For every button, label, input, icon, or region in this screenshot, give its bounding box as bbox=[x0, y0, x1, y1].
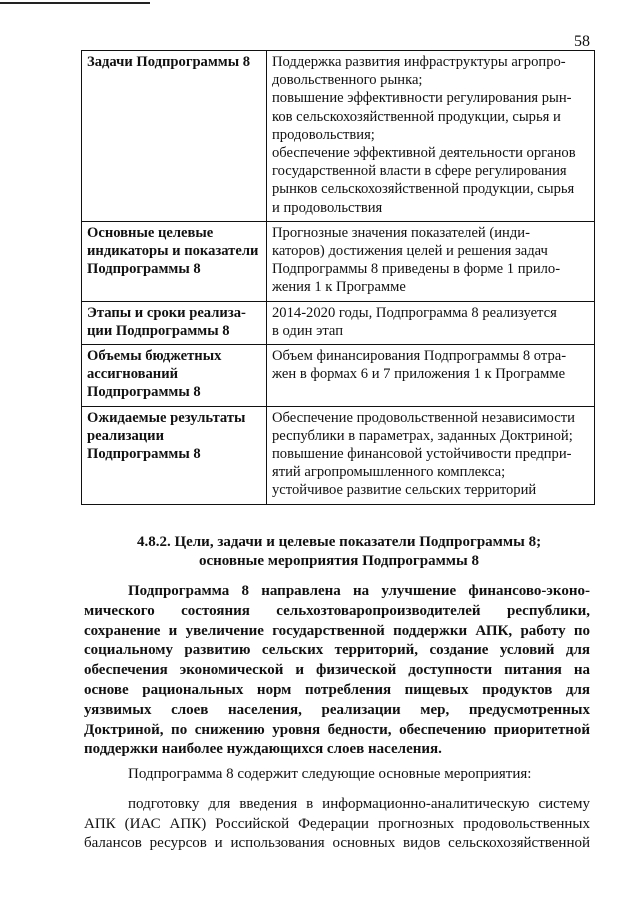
paragraph-line: Подпрограмма 8 направлена на улучшение финансово-эконо- bbox=[128, 583, 590, 599]
value-line: Объем финансирования Подпрограммы 8 отра- bbox=[272, 348, 567, 365]
measures-paragraph bbox=[84, 765, 590, 854]
value-line: рынков сельскохозяйственной продукции, сырья bbox=[272, 181, 575, 198]
value-line: Подпрограммы 8 приведены в форме 1 прило- bbox=[272, 261, 561, 278]
paragraph-line: подготовку для введения в информационно-аналитическую систему bbox=[128, 795, 590, 812]
table-row bbox=[82, 221, 595, 301]
value-line: обеспечение эффективной деятельности органов bbox=[272, 145, 576, 162]
value-line: жен в формах 6 и 7 приложения 1 к Программе bbox=[272, 366, 566, 383]
value-line: устойчивое развитие сельских территорий bbox=[272, 482, 537, 499]
value-line: повышение эффективности регулирования рын- bbox=[272, 90, 572, 107]
row-label: Ожидаемые результаты реализации Подпрограммы 8 bbox=[82, 406, 267, 504]
row-value bbox=[267, 345, 595, 407]
value-line: продовольствия; bbox=[272, 126, 375, 143]
value-line: в один этап bbox=[272, 322, 344, 339]
value-line: ков сельскохозяйственной продукции, сырья и bbox=[272, 108, 561, 125]
paragraph-line: обеспечения экономической и физической доступности питания на bbox=[84, 662, 590, 679]
value-line: Поддержка развития инфраструктуры агропро- bbox=[272, 54, 566, 70]
measures-intro: Подпрограмма 8 содержит следующие основные мероприятия: bbox=[128, 766, 532, 782]
row-label: Основные целевые индикаторы и показатели Подпрограммы 8 bbox=[82, 221, 267, 301]
page-number: 58 bbox=[574, 33, 590, 50]
value-line: 2014-2020 годы, Подпрограмма 8 реализуется bbox=[272, 304, 557, 321]
paragraph-line: поддержки наиболее нуждающихся слоев населения. bbox=[84, 741, 442, 758]
value-line: довольственного рынка; bbox=[272, 72, 423, 89]
table-row bbox=[82, 406, 595, 504]
table-row bbox=[82, 51, 595, 222]
value-line: повышение финансовой устойчивости предпри- bbox=[272, 446, 572, 463]
row-label: Объемы бюджетных ассигнований Подпрограммы 8 bbox=[82, 345, 267, 407]
paragraph-line: Доктриной, по снижению уровня бедности, обеспечению приоритетной bbox=[84, 721, 590, 738]
paragraph-line: социальному развитию сельских территорий, создание условий для bbox=[84, 642, 590, 659]
row-value bbox=[267, 51, 595, 222]
value-line: Прогнозные значения показателей (инди- bbox=[272, 224, 530, 241]
row-value bbox=[267, 406, 595, 504]
value-line: каторов) достижения целей и решения задач bbox=[272, 243, 548, 260]
table-row bbox=[82, 345, 595, 407]
section-heading-line: основные мероприятия Подпрограммы 8 bbox=[199, 553, 479, 569]
section-heading bbox=[84, 533, 594, 571]
row-value bbox=[267, 301, 595, 344]
value-line: Обеспечение продовольственной независимости bbox=[272, 409, 575, 426]
row-value bbox=[267, 221, 595, 301]
paragraph-line: АПК (ИАС АПК) Российской Федерации прогнозных продовольственных bbox=[84, 815, 590, 832]
value-line: республики в параметрах, заданных Доктриной; bbox=[272, 427, 573, 444]
table-row bbox=[82, 301, 595, 344]
paragraph-line: основе рациональных норм потребления пищевых продуктов для bbox=[84, 681, 590, 698]
value-line: жения 1 к Программе bbox=[272, 279, 406, 296]
value-line: и продовольствия bbox=[272, 199, 383, 216]
paragraph-line: уязвимых слоев населения, реализации мер, предусмотренных bbox=[84, 701, 590, 718]
top-scan-rule bbox=[0, 2, 150, 4]
value-line: государственной власти в сфере регулирования bbox=[272, 163, 567, 180]
value-line: ятий агропромышленного комплекса; bbox=[272, 464, 506, 481]
subprogram-passport-table bbox=[81, 50, 595, 505]
row-label: Этапы и сроки реализа-ции Подпрограммы 8 bbox=[82, 301, 267, 344]
goal-paragraph bbox=[84, 582, 590, 760]
row-label: Задачи Подпрограммы 8 bbox=[82, 51, 267, 222]
section-heading-line: 4.8.2. Цели, задачи и целевые показатели Подпрограммы 8; bbox=[136, 534, 542, 550]
paragraph-line: балансов ресурсов и использования основных видов сельскохозяйственной bbox=[84, 835, 590, 852]
paragraph-line: мического состояния сельхозтоваропроизводителей республики, bbox=[84, 602, 590, 619]
paragraph-line: сохранение и увеличение государственной поддержки АПК, работу по bbox=[84, 622, 590, 639]
